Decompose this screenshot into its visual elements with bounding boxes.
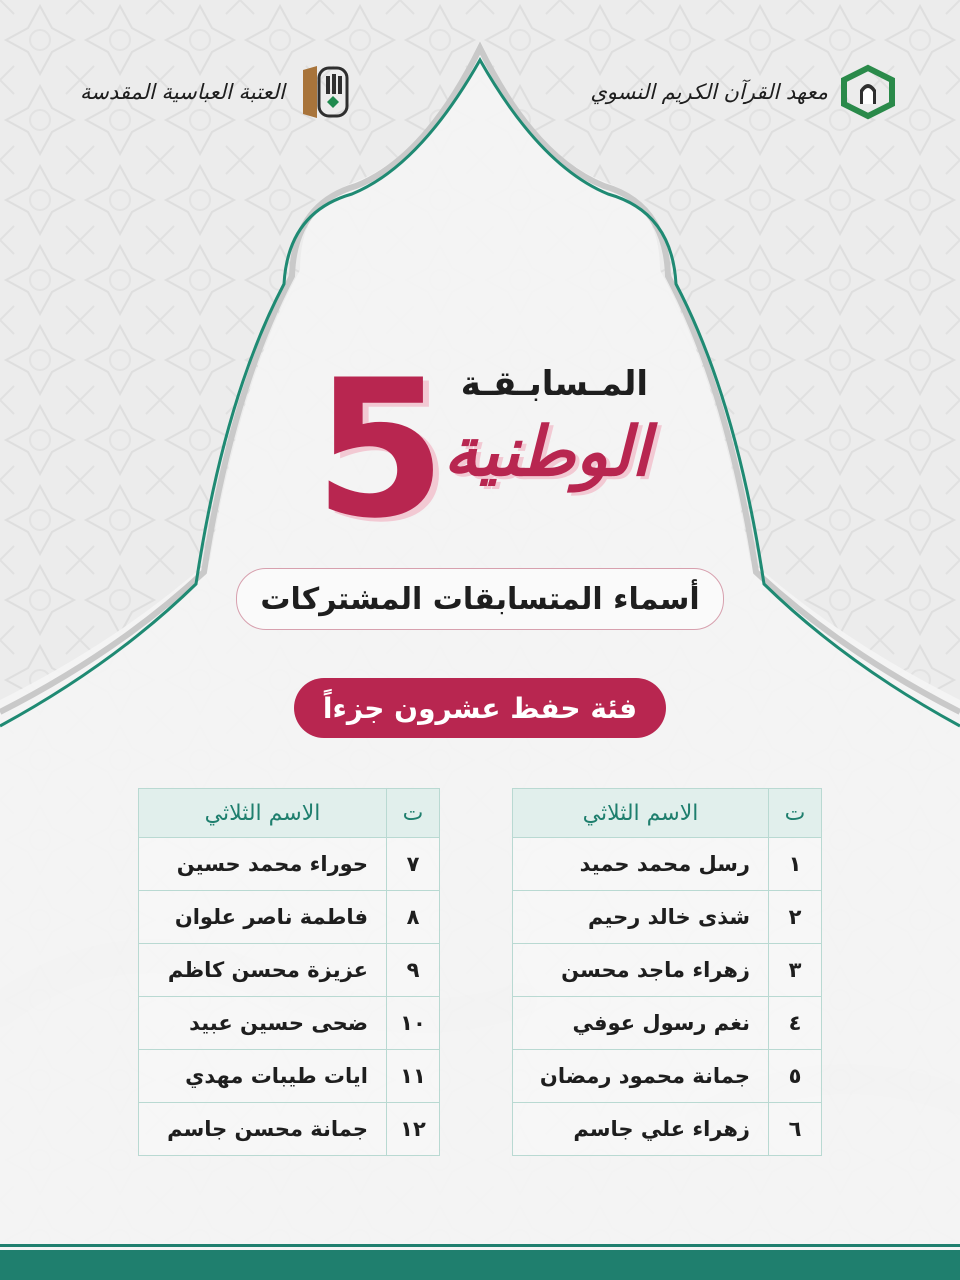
table-row bbox=[513, 997, 822, 1050]
category-label: فئة حفظ عشرون جزءاً bbox=[294, 678, 666, 738]
row-number: ١١ bbox=[387, 1050, 440, 1103]
competition-title bbox=[300, 339, 660, 560]
row-number: ٥ bbox=[769, 1050, 822, 1103]
column-header-name: الاسم الثلاثي bbox=[513, 789, 769, 838]
row-number: ١٢ bbox=[387, 1103, 440, 1156]
column-header-name: الاسم الثلاثي bbox=[139, 789, 387, 838]
table-row bbox=[513, 944, 822, 997]
table-row bbox=[139, 838, 440, 891]
shrine-emblem-icon bbox=[295, 62, 351, 122]
row-name: شذى خالد رحيم bbox=[513, 891, 769, 944]
edition-number: 5 bbox=[314, 339, 447, 560]
row-name: زهراء علي جاسم bbox=[513, 1103, 769, 1156]
row-name: زهراء ماجد محسن bbox=[513, 944, 769, 997]
table-row bbox=[139, 1050, 440, 1103]
quran-institute-logo bbox=[590, 62, 898, 122]
row-name: رسل محمد حميد bbox=[513, 838, 769, 891]
column-header-number: ت bbox=[769, 789, 822, 838]
row-name: فاطمة ناصر علوان bbox=[139, 891, 387, 944]
row-name: نغم رسول عوفي bbox=[513, 997, 769, 1050]
quran-institute-name: معهد القرآن الكريم النسوي bbox=[590, 80, 828, 104]
names-table-left bbox=[138, 788, 440, 1156]
row-number: ٤ bbox=[769, 997, 822, 1050]
row-name: ضحى حسين عبيد bbox=[139, 997, 387, 1050]
table-row bbox=[139, 891, 440, 944]
row-number: ٦ bbox=[769, 1103, 822, 1156]
column-header-number: ت bbox=[387, 789, 440, 838]
row-name: جمانة محمود رمضان bbox=[513, 1050, 769, 1103]
table-row bbox=[139, 1103, 440, 1156]
row-name: ايات طيبات مهدي bbox=[139, 1050, 387, 1103]
row-number: ٨ bbox=[387, 891, 440, 944]
row-number: ٣ bbox=[769, 944, 822, 997]
row-name: جمانة محسن جاسم bbox=[139, 1103, 387, 1156]
row-number: ٩ bbox=[387, 944, 440, 997]
abbas-shrine-logo bbox=[80, 62, 351, 122]
table-row bbox=[513, 838, 822, 891]
row-number: ٢ bbox=[769, 891, 822, 944]
row-name: عزيزة محسن كاظم bbox=[139, 944, 387, 997]
row-number: ١٠ bbox=[387, 997, 440, 1050]
table-row bbox=[513, 1103, 822, 1156]
participants-subtitle: أسماء المتسابقات المشتركات bbox=[236, 568, 724, 630]
mosque-emblem-icon bbox=[838, 64, 898, 120]
table-row bbox=[139, 944, 440, 997]
table-row bbox=[513, 891, 822, 944]
names-table-right bbox=[512, 788, 822, 1156]
table-row bbox=[513, 1050, 822, 1103]
title-national-word: الوطنية bbox=[443, 412, 650, 492]
row-number: ٧ bbox=[387, 838, 440, 891]
row-name: حوراء محمد حسين bbox=[139, 838, 387, 891]
table-row bbox=[139, 997, 440, 1050]
row-number: ١ bbox=[769, 838, 822, 891]
title-competition-word: المـسابـقـة bbox=[460, 364, 648, 404]
bottom-bar bbox=[0, 1250, 960, 1280]
abbas-shrine-name: العتبة العباسية المقدسة bbox=[80, 80, 285, 104]
